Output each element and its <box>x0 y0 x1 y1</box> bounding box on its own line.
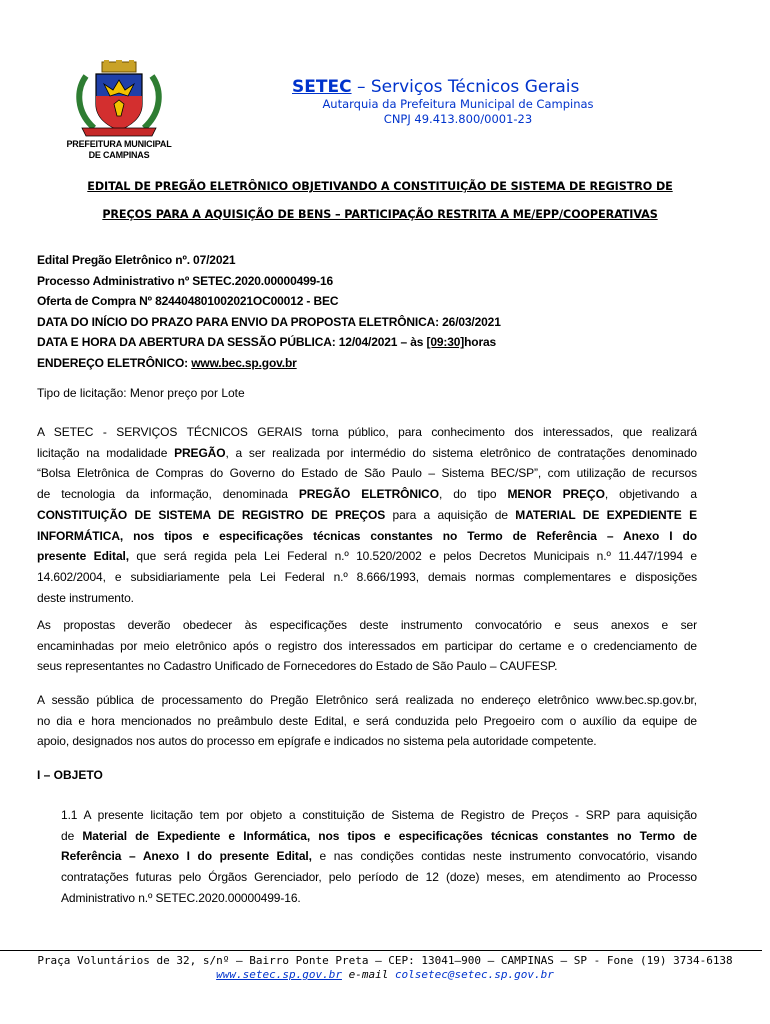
text-line <box>37 546 697 567</box>
text-run-bold: , nos tipos e especificações técnicas constantes no Termo de Referência – Anexo I do <box>119 528 697 543</box>
paragraph-propostas <box>37 615 697 677</box>
text-line <box>37 505 697 526</box>
logo-caption-line2: DE CAMPINAS <box>88 150 150 160</box>
processo-number: Processo Administrativo nº SETEC.2020.00000499-16 <box>37 273 334 288</box>
data-inicio-prazo: DATA DO INÍCIO DO PRAZO PARA ENVIO DA PROPOSTA ELETRÔNICA: 26/03/2021 <box>37 314 501 329</box>
text-run: , a ser realizada por intermédio do sistema eletrônico de contratações denominado <box>225 445 697 460</box>
text-run: de <box>61 828 83 843</box>
org-title <box>292 77 579 97</box>
text-run-bold: Material de Expediente e Informática, nos tipos e especificações técnicas constantes no Termo de <box>82 828 697 843</box>
text-run-bold: presente Edital, <box>37 549 129 564</box>
paragraph-intro <box>37 422 697 608</box>
text-run-bold: PREGÃO ELETRÔNICO <box>298 487 439 502</box>
footer-address: Praça Voluntários de 32, s/nº – Bairro Ponte Preta – CEP: 13041–900 – CAMPINAS – SP - Fone (19) 3734-6138 <box>37 954 733 967</box>
text-run: para a aquisição de <box>385 507 516 522</box>
text-run: que será regida pela Lei Federal n.º 10.520/2002 e pelos Decretos Municipais n.º 11.447/1994 e <box>128 549 697 564</box>
text-line <box>37 443 697 464</box>
hora-abertura: [09:30] <box>426 335 465 349</box>
document-title-line2: PREÇOS PARA A AQUISIÇÃO DE BENS – PARTICIPAÇÃO RESTRITA A ME/EPP/COOPERATIVAS <box>102 208 658 221</box>
org-cnpj: CNPJ 49.413.800/0001-23 <box>383 112 533 126</box>
edital-number: Edital Pregão Eletrônico nº. 07/2021 <box>37 253 236 267</box>
logo-caption-line1: PREFEITURA MUNICIPAL <box>66 139 172 149</box>
tipo-licitacao: Tipo de licitação: Menor preço por Lote <box>37 386 245 400</box>
text-line <box>37 484 697 505</box>
org-tagline: – Serviços Técnicos Gerais <box>351 77 580 97</box>
document-title-line1: EDITAL DE PREGÃO ELETRÔNICO OBJETIVANDO A CONSTITUIÇÃO DE SISTEMA DE REGISTRO DE <box>87 180 673 193</box>
text-line: no dia e hora mencionados no preâmbulo deste Edital, e será conduzida pelo Pregoeiro com o auxílio da equipe de <box>37 713 697 728</box>
text-line: A sessão pública de processamento do Pregão Eletrônico será realizada no endereço eletrônico www.bec.sp.gov.br, <box>37 693 697 707</box>
data-abertura: DATA E HORA DA ABERTURA DA SESSÃO PÚBLICA: 12/04/2021 <box>37 335 398 349</box>
text-run: de tecnologia da informação, denominada <box>37 487 299 502</box>
text-run: , do tipo <box>438 487 508 502</box>
logo-caption <box>66 139 172 161</box>
footer-site-link[interactable]: www.setec.sp.gov.br <box>216 968 342 981</box>
endereco-label: ENDEREÇO ELETRÔNICO: <box>37 355 192 370</box>
data-hora-abertura <box>37 332 501 353</box>
org-name: SETEC <box>292 77 352 97</box>
text-line: deste instrumento. <box>37 590 134 605</box>
text-run: , objetivando a <box>604 487 697 502</box>
org-subtitle: Autarquia da Prefeitura Municipal de Campinas <box>322 97 594 111</box>
text-run: e nas condições contidas neste instrumento convocatório, visando <box>311 849 697 864</box>
paragraph-item-1-1 <box>61 805 697 909</box>
footer-divider <box>0 950 762 951</box>
text-run-bold: CONSTITUIÇÃO DE SISTEMA DE REGISTRO DE PREÇOS <box>37 507 386 522</box>
endereco-link[interactable]: www.bec.sp.gov.br <box>191 355 297 370</box>
endereco-eletronico <box>37 353 501 374</box>
text-line: apoio, designados nos autos do processo em epígrafe e indicados no sistema pela autoridade competente. <box>37 734 597 749</box>
text-line: encaminhadas por meio eletrônico após o registro dos interessados em participar do certame e o credenciamento de <box>37 638 697 653</box>
text-line: contratações futuras pelo Órgãos Gerenciador, pelo período de 12 (doze) meses, em atendimento ao Processo <box>61 870 697 885</box>
prefeitura-logo <box>66 60 172 164</box>
text-run-bold: MATERIAL DE EXPEDIENTE E <box>515 507 697 522</box>
footer-email-link[interactable]: colsetec@setec.sp.gov.br <box>394 968 554 981</box>
text-run-bold: INFORMÁTICA <box>37 528 120 543</box>
data-abertura-sep: – às <box>397 335 427 349</box>
paragraph-sessao-publica <box>37 690 697 752</box>
section-heading-objeto: I – OBJETO <box>37 768 103 782</box>
text-line: Administrativo n.º SETEC.2020.00000499-16. <box>61 890 301 905</box>
edital-info-block <box>37 250 501 373</box>
text-run-bold: MENOR PREÇO <box>507 487 605 502</box>
text-line: seus representantes no Cadastro Unificado de Fornecedores do Estado de São Paulo – CAUFESP. <box>37 659 558 674</box>
text-line: 1.1 A presente licitação tem por objeto a constituição de Sistema de Registro de Preços - SRP para aquisição <box>61 808 697 822</box>
coat-of-arms-icon <box>72 60 166 138</box>
hora-suffix: horas <box>464 335 497 349</box>
footer-email-label: e-mail <box>341 968 395 981</box>
text-run-bold: PREGÃO <box>174 445 226 460</box>
text-line: “Bolsa Eletrônica de Compras do Governo do Estado de São Paulo – Sistema BEC/SP”, com utilização de recursos <box>37 466 697 481</box>
text-line: A SETEC - SERVIÇOS TÉCNICOS GERAIS torna público, para conhecimento dos interessados, que realizará <box>37 425 697 439</box>
footer-contacts <box>0 968 770 981</box>
text-run: licitação na modalidade <box>37 445 175 460</box>
text-line: 14.602/2004, e subsidiariamente pela Lei Federal n.º 8.666/1993, demais normas complementares e disposições <box>37 569 697 584</box>
text-line <box>61 826 697 847</box>
text-line: As propostas deverão obedecer às especificações deste instrumento convocatório e seus anexos e ser <box>37 618 697 632</box>
text-line <box>37 526 697 547</box>
text-run-bold: Referência – Anexo I do presente Edital, <box>61 849 312 864</box>
text-line <box>61 846 697 867</box>
oferta-compra: Oferta de Compra Nº 824404801002021OC00012 - BEC <box>37 294 339 308</box>
